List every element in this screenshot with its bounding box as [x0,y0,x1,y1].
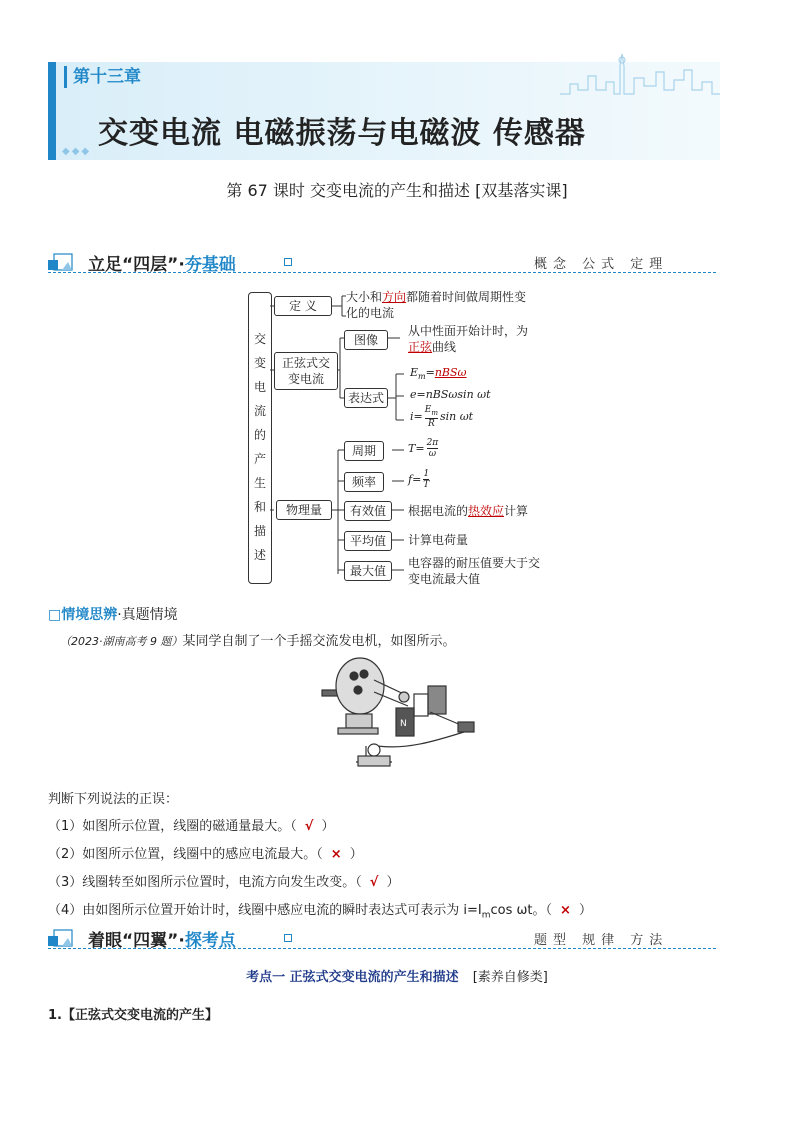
max-text: 电容器的耐压值要大于交 变电流最大值 [408,556,541,586]
situation-heading: □情境思辨·真题情境 [48,607,178,623]
expr-em: $E_m=nBS\omega$ [410,366,467,382]
generator-figure [318,650,488,774]
decor-dots: ◆◆◆ [62,146,92,157]
kaodian-heading: 考点一 正弦式交变电流的产生和描述 [素养自修类] [246,970,548,985]
judge-prompt: 判断下列说法的正误： [48,792,179,807]
section1-divider [48,272,716,273]
node-average: 平均值 [344,531,392,551]
banner-accent-bar [48,62,56,160]
magnet-n-label: N [400,719,407,729]
image-text: 从中性面开始计时，为 正弦曲线 [408,324,529,354]
section-icon [48,252,74,272]
chapter-title: 交变电流 电磁振荡与电磁波 传感器 [98,116,586,151]
node-rms: 有效值 [344,501,392,521]
section-marker [284,934,292,942]
expr-e: e=nBSωsin ωt [410,388,491,401]
period-formula: T= $\frac{2\pi}{\omega}$ [408,438,439,459]
section2-divider [48,948,716,949]
question-1-heading: 1.【正弦式交变电流的产生】 [48,1008,218,1023]
node-image: 图像 [344,330,388,350]
expr-i: i= $\frac{E_m}{R}$ sin ωt [410,405,474,429]
node-sine-current: 正弦式交 变电流 [274,352,338,390]
average-text: 计算电荷量 [408,533,469,547]
node-physical: 物理量 [276,500,332,520]
city-skyline-icon [560,46,720,96]
section2-title: 着眼“四翼”·探考点 [88,931,236,951]
section1-tags: 概念 公式 定理 [534,257,669,272]
section1-title: 立足“四层”·夯基础 [88,255,236,275]
judge-item: （4）由如图所示位置开始计时，线圈中感应电流的瞬时表达式可表示为 $i=I_m\cos$ ωt。（ × ） [48,903,592,921]
mindmap-root: 交 变 电 流 的 产 生 和 描 述 [248,292,272,584]
lesson-title: 第 67 课时 交变电流的产生和描述 [双基落实课] [226,181,568,200]
situation-intro: （2023·湖南高考 9 题）某同学自制了一个手摇交流发电机，如图所示。 [60,634,456,649]
rms-text: 根据电流的热效应计算 [408,504,529,518]
section2-tags: 题型 规律 方法 [534,933,669,948]
node-expression: 表达式 [344,388,388,408]
node-period: 周期 [344,441,384,461]
judge-item: （3）线圈转至如图所示位置时，电流方向发生改变。（ √ ） [48,875,400,890]
node-max: 最大值 [344,561,392,581]
judge-item: （2）如图所示位置，线圈中的感应电流最大。（ × ） [48,847,363,862]
judge-item: （1）如图所示位置，线圈的磁通量最大。（ √ ） [48,819,335,834]
section-marker [284,258,292,266]
definition-text: 大小和方向都随着时间做周期性变 化的电流 [346,290,527,320]
section-icon [48,928,74,948]
chapter-label: 第十三章 [64,66,147,88]
freq-formula: f= $\frac{1}{T}$ [408,469,430,490]
node-frequency: 频率 [344,472,384,492]
node-definition: 定 义 [274,296,332,316]
